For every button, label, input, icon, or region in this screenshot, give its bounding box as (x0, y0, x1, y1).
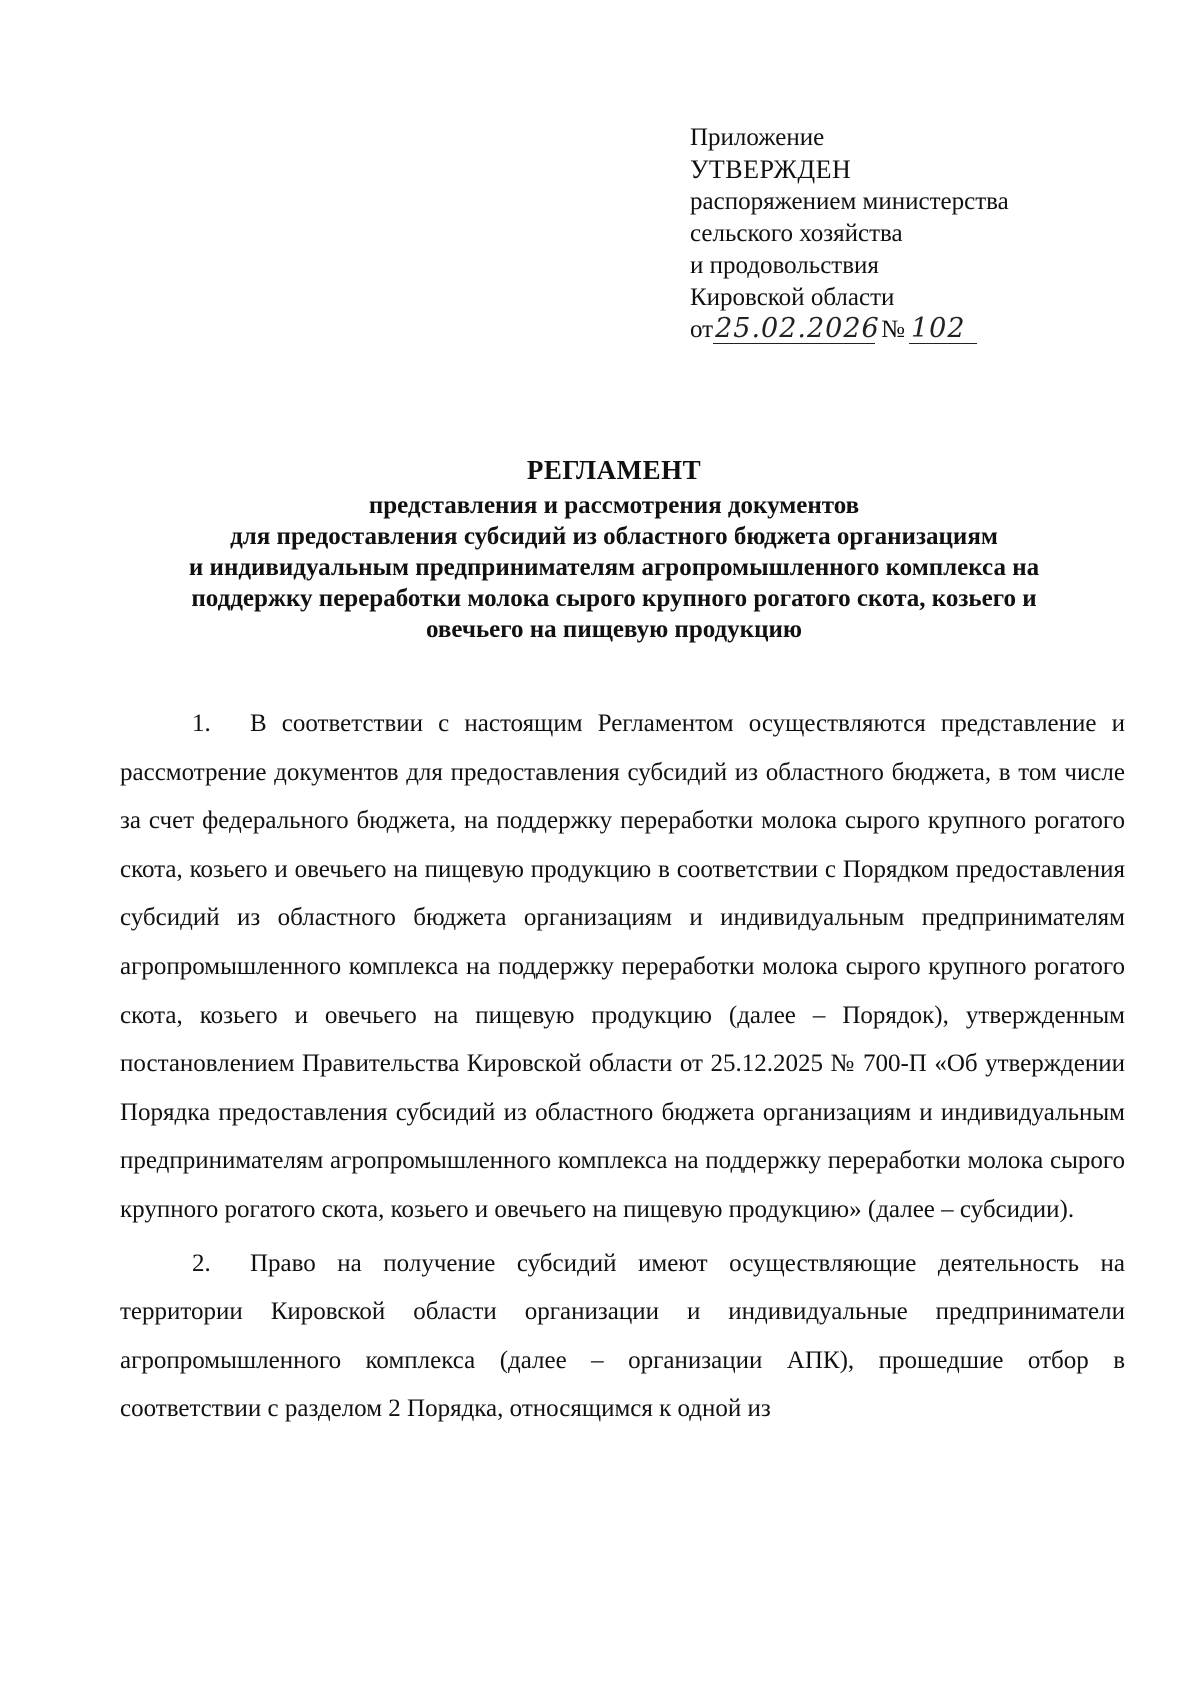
handwritten-date: 25.02.2026 (715, 313, 880, 344)
title-line: для предоставления субсидий из областного бюджета организациям (230, 523, 998, 550)
approval-date-number-line (690, 314, 1150, 346)
document-body (120, 700, 1125, 1434)
handwritten-number: 102 (909, 315, 977, 344)
from-label: от (690, 316, 714, 343)
paragraph-1-number: 1. (192, 710, 211, 737)
approval-line: распоряжением министерства (690, 188, 1009, 215)
document-title-block (60, 455, 1168, 645)
approval-line: и продовольствия (690, 252, 879, 279)
title-line: представления и рассмотрения документов (368, 492, 860, 519)
approval-line: сельского хозяйства (690, 220, 903, 247)
title-line: поддержку переработки молока сырого крупного рогатого скота, козьего и (191, 585, 1037, 612)
number-sign: № (881, 316, 905, 343)
paragraph-2-text: Право на получение субсидий имеют осуществляющие деятельность на территории Кировской области организации и индивидуальные предприниматели агропромышленного комплекса (далее – организации АПК), прошедшие отбор в соответствии с разделом 2 Порядка, относящимся к одной из (120, 1249, 1125, 1423)
title-line: и индивидуальным предпринимателям агропромышленного комплекса на (188, 554, 1040, 581)
document-title: РЕГЛАМЕНТ (526, 455, 702, 485)
title-line: овечьего на пищевую продукцию (426, 616, 802, 643)
appendix-label: Приложение (690, 124, 825, 151)
paragraph-1 (120, 700, 1125, 1235)
paragraph-2 (120, 1240, 1125, 1434)
paragraph-2-number: 2. (192, 1249, 211, 1277)
approval-stamp-block (690, 122, 1150, 346)
approved-heading: УТВЕРЖДЕН (690, 155, 852, 184)
paragraph-1-text: В соответствии с настоящим Регламентом осуществляются представление и рассмотрение документов для предоставления субсидий из областного бюджета, в том числе за счет федерального бюджета, на поддержку переработки молока сырого крупного рогатого скота, козьего и овечьего на пищевую продукцию в соответствии с Порядком предоставления субсидий из областного бюджета организациям и индивидуальным предпринимателям агропромышленного комплекса на поддержку переработки молока сырого крупного рогатого скота, козьего и овечьего на пищевую продукцию (далее – Порядок), утвержденным постановлением Правительства Кировской области от 25.12.2025 № 700-П «Об утверждении Порядка предоставления субсидий из областного бюджета организациям и индивидуальным предпринимателям агропромышленного комплекса на поддержку переработки молока сырого крупного рогатого скота, козьего и овечьего на пищевую продукцию» (далее – субсидии). (120, 710, 1125, 1223)
approval-line: Кировской области (690, 284, 895, 311)
